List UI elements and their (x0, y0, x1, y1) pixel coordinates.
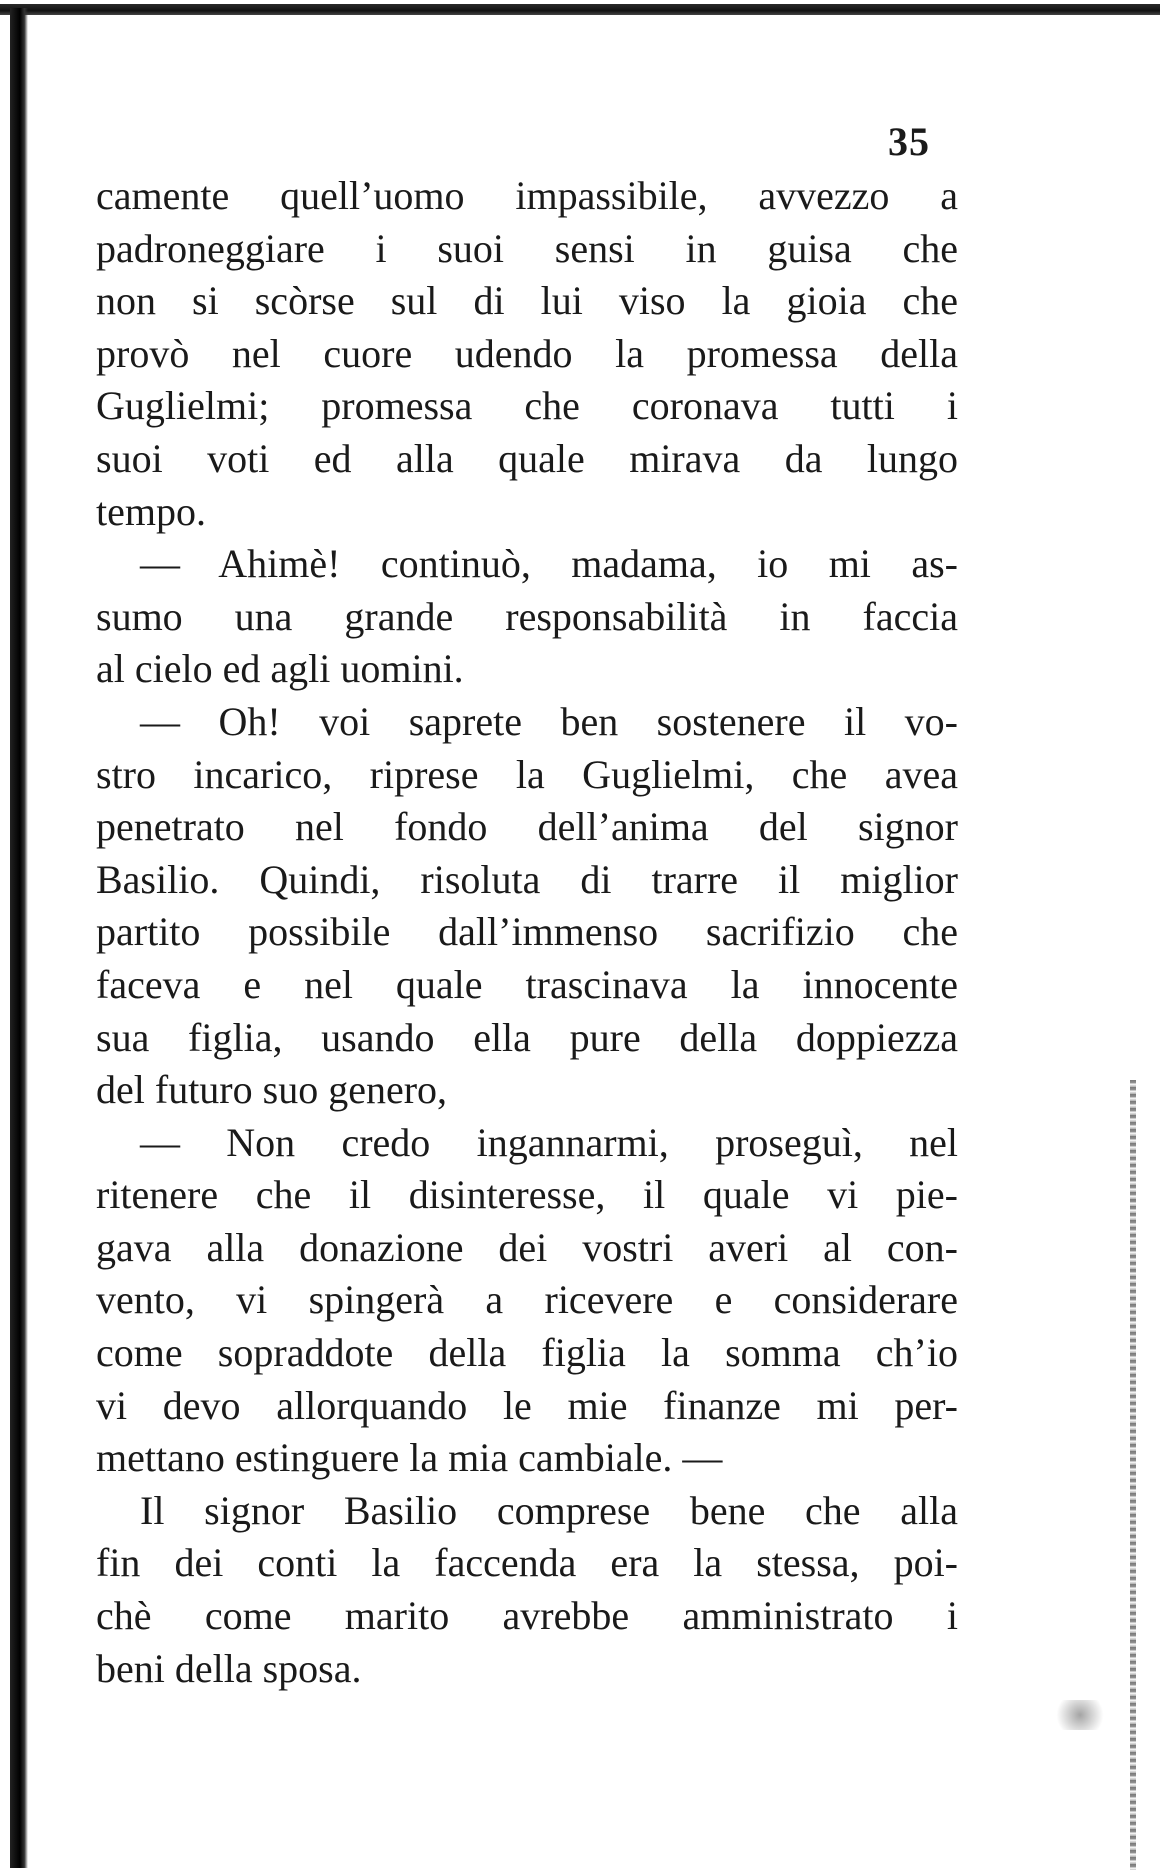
scan-speck (1050, 1700, 1110, 1730)
scan-right-edge (1130, 1080, 1136, 1870)
text-line: — Oh! voi saprete ben sostenere il vo- (140, 698, 958, 744)
text-line: sua figlia, usando ella pure della doppiezza (96, 1014, 958, 1060)
text-line: chè come marito avrebbe amministrato i (96, 1593, 958, 1639)
text-line: faceva e nel quale trascinava la innocente (96, 961, 958, 1007)
text-line: sumo una grande responsabilità in faccia (96, 593, 958, 639)
text-line: fin dei conti la faccenda era la stessa, poi- (96, 1540, 958, 1586)
text-line: partito possibile dall’immenso sacrifizio che (96, 909, 958, 955)
text-line: camente quell’uomo impassibile, avvezzo a (96, 173, 958, 218)
text-line: Il signor Basilio comprese bene che alla (140, 1487, 958, 1533)
scan-binding-shadow (10, 8, 28, 1868)
scan-top-border (0, 4, 1160, 15)
text-line: beni della sposa. (96, 1645, 362, 1691)
text-line: — Ahimè! continuò, madama, io mi as- (140, 541, 958, 587)
text-line: — Non credo ingannarmi, proseguì, nel (140, 1119, 958, 1165)
text-line: vento, vi spingerà a ricevere e considerare (96, 1277, 958, 1323)
text-line: gava alla donazione dei vostri averi al con- (96, 1224, 958, 1270)
page-number: 35 (888, 119, 930, 164)
text-line: Guglielmi; promessa che coronava tutti i (96, 383, 958, 429)
text-line: tempo. (96, 488, 206, 534)
text-line: padroneggiare i suoi sensi in guisa che (96, 225, 958, 271)
text-line: del futuro suo genero, (96, 1067, 448, 1113)
text-line: ritenere che il disinteresse, il quale vi pie- (96, 1172, 958, 1218)
text-line: vi devo allorquando le mie finanze mi per- (96, 1382, 958, 1428)
page-body-text (96, 170, 958, 1695)
text-line: Basilio. Quindi, risoluta di trarre il miglior (96, 856, 958, 902)
text-line: come sopraddote della figlia la somma ch’io (96, 1330, 958, 1376)
text-line: mettano estinguere la mia cambiale. — (96, 1435, 723, 1481)
text-line: al cielo ed agli uomini. (96, 646, 464, 692)
text-line: provò nel cuore udendo la promessa della (96, 330, 958, 376)
text-line: stro incarico, riprese la Guglielmi, che avea (96, 751, 958, 797)
text-line: non si scòrse sul di lui viso la gioia che (96, 278, 958, 324)
text-line: suoi voti ed alla quale mirava da lungo (96, 435, 958, 481)
text-line: penetrato nel fondo dell’anima del signor (96, 804, 958, 850)
